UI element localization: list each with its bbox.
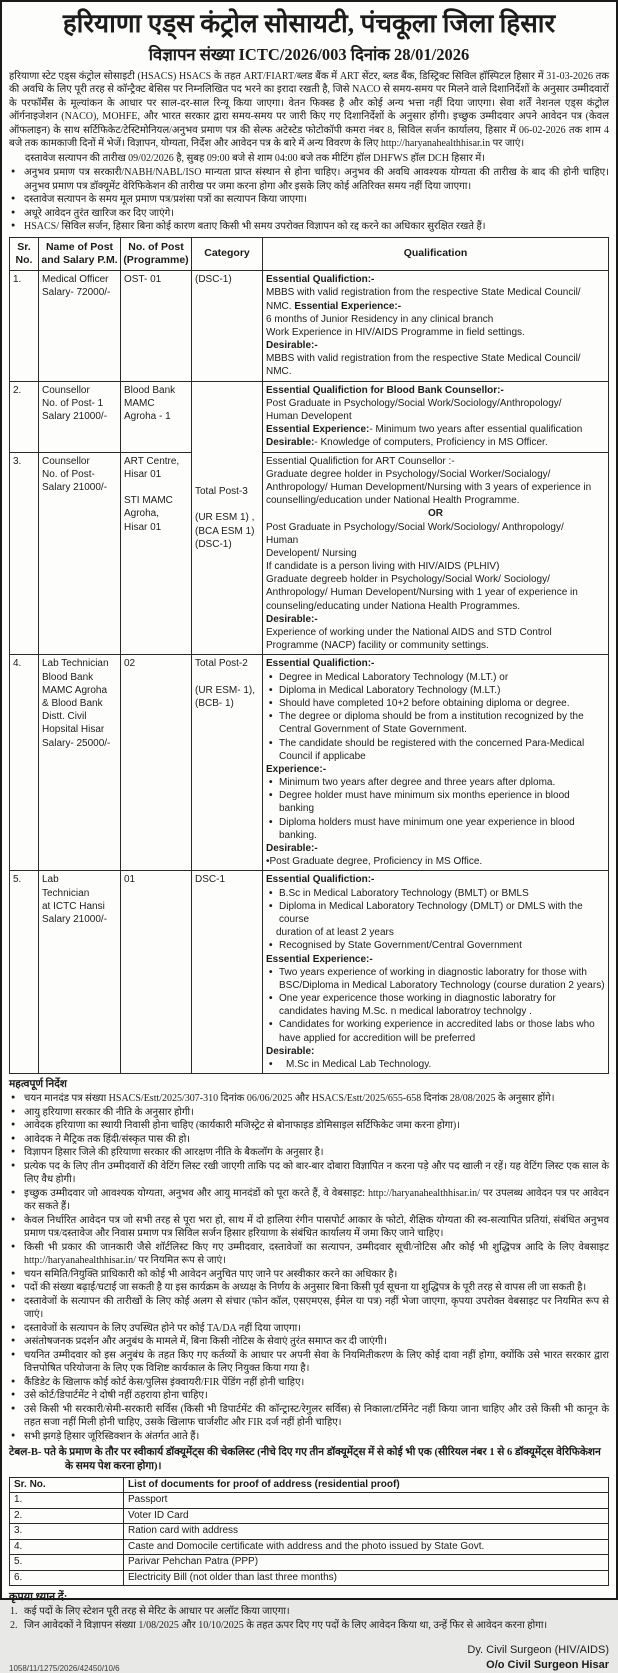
important-notes-title: महत्वपूर्ण निर्देश	[9, 1079, 67, 1091]
page-title: हरियाणा एड्स कंट्रोल सोसायटी, पंचकूला जिला हिसार	[62, 9, 556, 38]
doc-name: Voter ID Card	[124, 1508, 609, 1524]
table-b-caption: टेबल-B- पते के प्रमाण के तौर पर स्वीकार्य डॉक्यूमेंट्स की चेकलिस्ट (नीचे दिए गए तीन डॉक्यूमेंट्स में से कोई भी एक (सीरियल नंबर 1 से 6 डॉक्यूमेंट्स वेरिफिकेशन के समय पेश करना होगा)।	[9, 1447, 601, 1473]
documents-table	[9, 1477, 609, 1587]
qualification-cell: Essential Qualifiction for Blood Bank Counsellor:- Post Graduate in Psychology/Social Work/Sociology/Anthropology/ Human Developent Essential Experience:- Minimum two years after essential qualification Desirable:- Knowledge of computers, Proficiency in MS Officer.	[263, 381, 609, 452]
doc-name: Caste and Domocile certificate with address and the photo issued by State Govt.	[124, 1539, 609, 1555]
col-header-name-salary: Name of Post and Salary P.M.	[39, 237, 121, 270]
doc-row	[10, 1508, 609, 1524]
doc-name: Ration card with address	[124, 1524, 609, 1540]
posts-cell: OST- 01	[121, 271, 192, 382]
qualification-cell: Essential Qualifiction:- • B.Sc in Medical Laboratory Technology (BMLT) or BMLS • Diploma in Medical Laboratory Technology (DMLT) or DMLS with the course duration of at least 2 years • Recognised by State Government/Central Government Essential Experience:- • Two years experience of working in diagnostic laboratry for those with BSC/Diploma in Medical Laboratory Technology (course duration 2 years) • One year expericence those working in diagnostic laboratry for candidates having M.Sc. n medical laboratroy technolgy . • Candidates for working experience in accredited labs or those labs who have applied for accredition will be preferred Desirable: • M.Sc in Medical Lab Technology.	[263, 871, 609, 1074]
col-header-no-of-post: No. of Post (Programme)	[121, 237, 192, 270]
signature-block	[467, 1643, 609, 1673]
post-row-counsellor-art	[10, 452, 609, 655]
doc-name: Electricity Bill (not older than last three months)	[124, 1570, 609, 1586]
category-cell-merged: Total Post-3 (UR ESM 1) , (BCA ESM 1) (DSC-1)	[192, 381, 263, 655]
doc-row	[10, 1555, 609, 1571]
sr-cell: 3.	[10, 452, 39, 655]
name-cell: Medical Officer Salary- 72000/-	[39, 271, 121, 382]
signature-designation: Dy. Civil Surgeon (HIV/AIDS)	[467, 1644, 609, 1657]
intro-paragraph: हरियाणा स्टेट एड्स कंट्रोल सोसाइटी (HSACS) HSACS के तहत ART/FIART/ब्लड बैंक में ART सेंटर, ब्लड बैंक, डिस्ट्रिक्ट सिविल हॉस्पिटल हिसार में 31-03-2026 तक की अवधि के लिए पूरी तरह से कॉन्ट्रैक्ट बेसिस पर निम्नलिखित पद भरने का इरादा रखती है, जिसे NACO से समय-समय पर मिलने वाले दिशानिर्देशों के अनुसार उम्मीदवारों के परफॉर्मेंस के मूल्यांकन के आधार पर साल-दर-साल रिन्यू किया जाएगा। वेतन फिक्स्ड है और कोई अन्य भत्ता नहीं दिया जाएगा। सेवा शर्तें नेशनल एड्स कंट्रोल ऑर्गनाइजेशन (NACO), MOHFE, और भारत सरकार द्वारा समय-समय पर जारी किए गए दिशानिर्देशों के अनुसार होंगी। इच्छुक उम्मीदवार अपने आवेदन पत्र (केवल ऑफलाइन) के साथ सर्टिफिकेट/टेस्टिमोनियल/अनुभव प्रमाण पत्र की सेल्फ अटेस्टेड फोटोकॉपी कमरा नंबर 8, सिविल सर्जन कार्यालय, हिसार में 06-02-2026 तक शाम 4 बजे तक कामकाजी दिनों में भेजें। विज्ञापन, योग्यता, निर्देश और आवेदन पत्र के बारे में अन्य विवरण के लिए http://haryanahealthhisar.in पर जाएं।	[9, 70, 609, 150]
posts-table	[9, 237, 609, 1074]
category-cell: (DSC-1)	[192, 271, 263, 382]
post-row-medical-officer	[10, 271, 609, 382]
name-cell: Lab Technician at ICTC Hansi Salary 21000/-	[39, 871, 121, 1074]
doc-col-header-sr: Sr. No.	[10, 1477, 124, 1493]
documents-table-header-row	[10, 1477, 609, 1493]
name-cell: Counsellor No. of Post- Salary 21000/-	[39, 452, 121, 655]
doc-row	[10, 1539, 609, 1555]
name-cell: Lab Technician Blood Bank MAMC Agroha & Blood Bank Distt. Civil Hopsital Hisar Salary- 25000/-	[39, 655, 121, 871]
name-cell: Counsellor No. of Post- 1 Salary 21000/-	[39, 381, 121, 452]
category-cell: DSC-1	[192, 871, 263, 1074]
doc-sr: 5.	[10, 1555, 124, 1571]
doc-row	[10, 1493, 609, 1509]
reference-number: 1058/11/1275/2026/42450/10/6	[9, 1663, 120, 1673]
doc-sr: 1.	[10, 1493, 124, 1509]
qualification-cell: Essential Qualifiction:- • Degree in Medical Laboratory Technology (M.LT.) or • Diploma in Medical Laboratory Technology (M.LT.) • Should have completed 10+2 before obtaining diploma or degree. • The degree or diploma should be from a institution recognized by the Central Government of State Government. • The candidate should be registered with the concerned Para-Medical Council if applicabe Experience:- • Minimum two years after degree and three years after dploma. • Degree holder must have minimum six months eperience in blood banking • Diploma holders must have minimum one year experience in blood banking. Desirable:- •Post Graduate degree, Proficiency in MS Office.	[263, 655, 609, 871]
doc-sr: 6.	[10, 1570, 124, 1586]
qualification-cell: Essential Qualifiction:- MBBS with valid registration from the respective State Medical Council/ NMC. Essential Experience:- 6 months of Junior Residency in any clinical branch Work Experience in HIV/AIDS Programme in field settings. Desirable:- MBBS with valid registration from the respective State Medical Council/ NMC.	[263, 271, 609, 382]
signature-office: O/o Civil Surgeon Hisar	[486, 1658, 609, 1671]
please-note-title: कृपया ध्यान दें:	[9, 1591, 68, 1604]
verification-date-line: दस्तावेज सत्यापन की तारीख 09/02/2026 है, सुबह 09:00 बजे से शाम 04:00 बजे तक मीटिंग हॉल DHFWS हॉल DCH हिसार में।	[25, 152, 486, 164]
col-header-qualification: Qualification	[263, 237, 609, 270]
doc-row	[10, 1524, 609, 1540]
post-row-lab-technician-blood-bank	[10, 655, 609, 871]
footer-row	[9, 1643, 609, 1673]
col-header-category: Category	[192, 237, 263, 270]
qualification-cell: Essential Qualifiction for ART Counsellor :- Graduate degree holder in Psychology/Social Worker/Socialogy/ Anthropology/ Human Development/Nursing with 3 years of experience in counselling/education under National Health Programme. OR Post Graduate in Psychology/Social Work/Sociology/ Anthropology/ Human Developent/ Nursing If candidate is a person living with HIV/AIDS (PLHIV) Graduate degreeb holder in Psychology/Social Work/ Sociology/ Anthropology/ Human Developent/Nursing with 1 year of experience in counseling/educating under Nationa Health Programmes. Desirable:- Experience of working under the National AIDS and STD Control Programme (NACP) facility or community settings.	[263, 452, 609, 655]
sr-cell: 1.	[10, 271, 39, 382]
post-row-counsellor-blood-bank	[10, 381, 609, 452]
posts-cell: ART Centre, Hisar 01 STI MAMC Agroha, Hisar 01	[121, 452, 192, 655]
post-row-lab-technician-ictc	[10, 871, 609, 1074]
sr-cell: 5.	[10, 871, 39, 1074]
doc-name: Parivar Pehchan Patra (PPP)	[124, 1555, 609, 1571]
doc-sr: 4.	[10, 1539, 124, 1555]
doc-row	[10, 1570, 609, 1586]
doc-col-header-list: List of documents for proof of address (residential proof)	[124, 1477, 609, 1493]
sr-cell: 4.	[10, 655, 39, 871]
posts-table-header-row	[10, 237, 609, 270]
please-note-list: कई पदों के लिए स्टेशन पूरी तरह से मेरिट के आधार पर अलॉट किया जाएगा। जिन आवेदकों ने विज्ञापन संख्या 1/08/2025 और 10/10/2025 के तहत ऊपर दिए गए पदों के लिए आवेदन किया था, उन्हें फिर से आवेदन करना होगा।	[24, 1606, 548, 1632]
posts-cell: Blood Bank MAMC Agroha - 1	[121, 381, 192, 452]
doc-name: Passport	[124, 1493, 609, 1509]
advertisement-number: विज्ञापन संख्या ICTC/2026/003 दिनांक 28/01/2026	[148, 44, 470, 64]
doc-sr: 3.	[10, 1524, 124, 1540]
doc-sr: 2.	[10, 1508, 124, 1524]
category-cell: Total Post-2 (UR ESM- 1), (BCB- 1)	[192, 655, 263, 871]
col-header-sr-no: Sr. No.	[10, 237, 39, 270]
important-notes-list: ● चयन मानदंड पत्र संख्या HSACS/Estt/2025/307-310 दिनांक 06/06/2025 और HSACS/Estt/2025/655-658 दिनांक 28/08/2025 के अनुसार होंगे। ● आयु हरियाणा सरकार की नीति के अनुसार होगी। ● आवेदक हरियाणा का स्थायी निवासी होना चाहिए (कार्यकारी मजिस्ट्रेट से बोनाफाइड डोमिसाइल सर्टिफिकेट जमा करना होगा)। ● आवेदक ने मैट्रिक तक हिंदी/संस्कृत पास की हो। ● विज्ञापन हिसार जिले की हरियाणा सरकार की आरक्षण नीति के बैकलॉग के अनुसार है। ● प्रत्येक पद के लिए तीन उम्मीदवारों की वेटिंग लिस्ट रखी जाएगी ताकि पद को बार-बार दोबारा विज्ञापित न करना पड़े और पद खाली न रहें। यह वेटिंग लिस्ट एक साल के लिए वैध होगी। ● इच्छुक उम्मीदवार जो आवश्यक योग्यता, अनुभव और आयु मानदंडों को पूरा करते हैं, वे वेबसाइट: http://haryanahealthhisar.in/ पर उपलब्ध आवेदन पत्र पर आवेदन कर सकते हैं। ● केवल निर्धारित आवेदन पत्र जो सभी तरह से पूरा भरा हो, साथ में दो हालिया रंगीन पासपोर्ट आकार के फोटो, शैक्षिक योग्यता की स्व-सत्यापित प्रतियां, संबंधित अनुभव प्रमाण पत्र/दस्तावेज और निवास प्रमाण पत्र सिविल सर्जन हिसार हरियाणा के संबंधित कार्यालय में जमा किए जाने चाहिए। ● किसी भी प्रकार की जानकारी जैसे शॉर्टलिस्ट किए गए उम्मीदवार, दस्तावेजों का सत्यापन, उम्मीदवार सूची/नोटिस और कोई भी शुद्धिपत्र आदि के लिए वेबसाइट http://haryanahealthhisar.in/ पर नियमित रूप से जाएं। ● चयन समिति/नियुक्ति प्राधिकारी को कोई भी आवेदन अनुचित पाए जाने पर अस्वीकार करने का अधिकार है। ● पदों की संख्या बढ़ाई/घटाई जा सकती है या इस कार्यक्रम के अध्यक्ष के निर्णय के अनुसार बिना किसी पूर्व सूचना या शुद्धिपत्र के पूरी तरह से वापस ली जा सकती है। ● दस्तावेजों के सत्यापन की तारीखों के लिए कोई अलग से संचार (फोन कॉल, एसएमएस, ईमेल या पत्र) नहीं भेजा जाएगा, कृपया उपरोक्त वेबसाइट पर नियमित रूप से जाएं। ● दस्तावेजों के सत्यापन के लिए उपस्थित होने पर कोई TA/DA नहीं दिया जाएगा। ● असंतोषजनक प्रदर्शन और अनुबंध के मामले में, बिना किसी नोटिस के सेवाएं तुरंत समाप्त कर दी जाएंगी। ● चयनित उम्मीदवार को इस अनुबंध के तहत किए गए कर्तव्यों के आधार पर अपनी सेवा के नियमितीकरण के लिए कोई दावा नहीं होगा, क्योंकि उसे भारत सरकार द्वारा वित्तपोषित परियोजना के लिए एक विशिष्ट कार्यकाल के लिए नियुक्त किया गया है। ● कैंडिडेट के खिलाफ कोई कोर्ट केस/पुलिस इंक्वायरी/FIR पेंडिंग नहीं होनी चाहिए। ● उसे कोर्ट/डिपार्टमेंट ने दोषी नहीं ठहराया होना चाहिए। ● उसे किसी भी सरकारी/सेमी-सरकारी सर्विस (किसी भी डिपार्टमेंट की कॉन्ट्रास्ट/रेगुलर सर्विस) से निकाला/टर्मिनेट नहीं किया जाना चाहिए और उसे किसी भी कानून के तहत सजा नहीं मिली होनी चाहिए, उसके खिलाफ चार्जशीट और FIR दर्ज नहीं होनी चाहिए। ● सभी झगड़े हिसार जूरिस्डिक्शन के अंतर्गत आते हैं।	[9, 1092, 609, 1443]
posts-cell: 02	[121, 655, 192, 871]
sr-cell: 2.	[10, 381, 39, 452]
pre-table-bullets: ● अनुभव प्रमाण पत्र सरकारी/NABH/NABL/ISO मान्यता प्राप्त संस्थान से होना चाहिए। अनुभव की अवधि आवश्यक योग्यता की तारीख के बाद की होनी चाहिए। अनुभव प्रमाण पत्र डॉक्यूमेंट वेरिफिकेशन की तारीख पर जमा करना होगा और इसके लिए कोई अतिरिक्त समय नहीं दिया जाएगा। ● दस्तावेज सत्यापन के समय मूल प्रमाण पत्र/प्रशंसा पत्रों का सत्यापन किया जाएगा। ● अधूरे आवेदन तुरंत खारिज कर दिए जाएंगे। ● HSACS/ सिविल सर्जन, हिसार बिना कोई कारण बताए किसी भी समय उपरोक्त विज्ञापन को रद्द करने का अधिकार सुरक्षित रखते हैं।	[9, 166, 609, 234]
posts-cell: 01	[121, 871, 192, 1074]
